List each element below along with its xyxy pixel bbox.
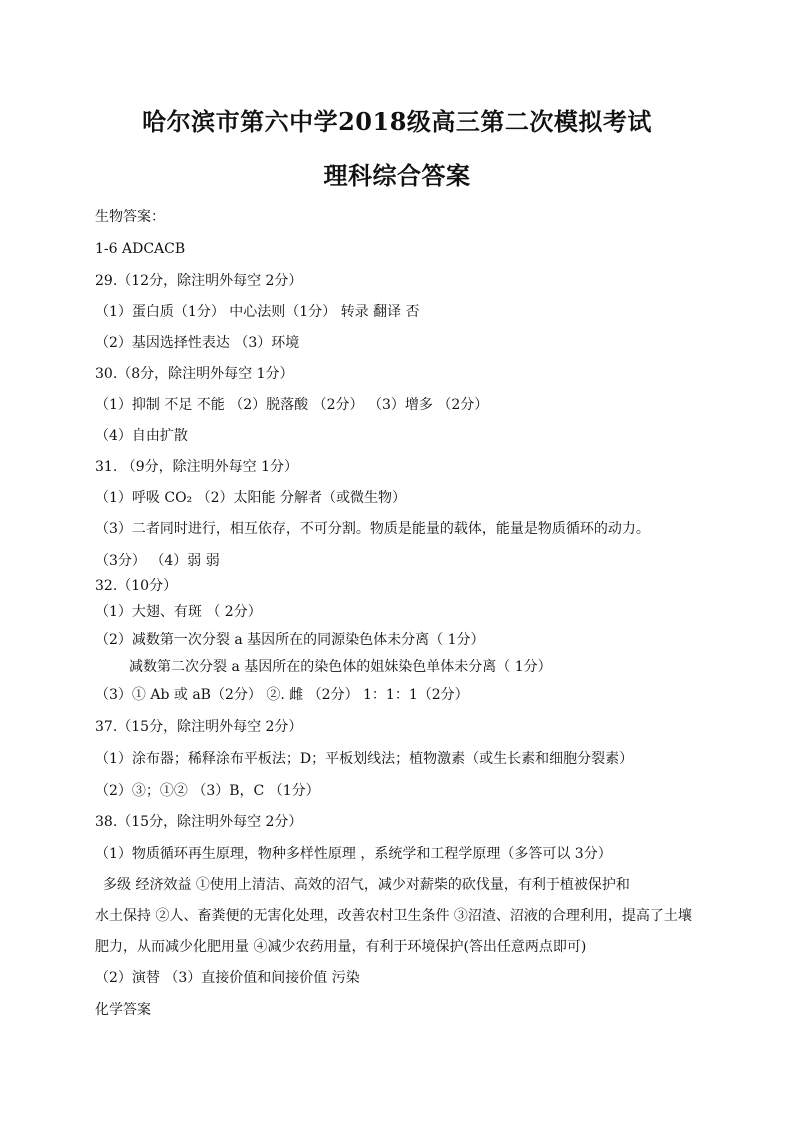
- answer-line: （2）演替 （3）直接价值和间接价值 污染: [95, 970, 360, 986]
- answer-line: （1）蛋白质（1分） 中心法则（1分） 转录 翻译 否: [95, 304, 420, 320]
- page-subtitle: 理科综合答案: [323, 161, 471, 190]
- answer-line: （2）基因选择性表达 （3）环境: [95, 335, 300, 351]
- answer-line: （2）减数第一次分裂 a 基因所在的同源染色体未分离（ 1分）: [95, 632, 485, 648]
- question-heading: 38.（15分，除注明外每空 2分）: [95, 814, 303, 830]
- answer-line: （1）物质循环再生原理，物种多样性原理 ，系统学和工程学原理（多答可以 3分）: [95, 846, 612, 862]
- answer-line: 减数第二次分裂 a 基因所在的染色体的姐妹染色单体未分离（ 1分）: [129, 659, 552, 675]
- answer-line: （2）③；①② （3）B，C （1分）: [95, 783, 320, 799]
- answer-line: 水土保持 ②人、畜粪便的无害化处理，改善农村卫生条件 ③沼渣、沼液的合理利用，提高了土壤: [95, 908, 692, 924]
- answer-line: （3）二者同时进行，相互依存，不可分割。物质是能量的载体，能量是物质循环的动力。: [95, 521, 650, 537]
- answer-line: （1）呼吸 CO₂ （2）太阳能 分解者（或微生物）: [95, 490, 406, 506]
- section-heading-chemistry: 化学答案: [95, 1002, 151, 1018]
- answer-line: 1-6 ADCACB: [95, 241, 186, 257]
- question-heading: 30.（8分，除注明外每空 1分）: [95, 366, 294, 382]
- answer-line: 多级 经济效益 ①使用上清洁、高效的沼气，减少对薪柴的砍伐量，有利于植被保护和: [103, 877, 630, 893]
- answer-line: 肥力，从而减少化肥用量 ④减少农药用量，有利于环境保护(答出任意两点即可): [95, 939, 587, 955]
- answer-line: （3分） （4）弱 弱: [95, 553, 220, 569]
- question-heading: 37.（15分，除注明外每空 2分）: [95, 719, 303, 735]
- page-title: 哈尔滨市第六中学2018级高三第二次模拟考试: [142, 107, 652, 136]
- question-heading: 31. （9分，除注明外每空 1分）: [95, 459, 298, 475]
- question-heading: 32.（10分）: [95, 578, 178, 594]
- answer-line: （4）自由扩散: [95, 428, 188, 444]
- section-heading-biology: 生物答案：: [95, 209, 165, 225]
- answer-line: （1）涂布器；稀释涂布平板法；D；平板划线法；植物激素（或生长素和细胞分裂素）: [95, 751, 634, 767]
- answer-line: （3）① Ab 或 aB（2分） ②. 雌 （2分） 1：1：1（2分）: [95, 687, 469, 703]
- answer-line: （1）大翅、有斑 （ 2分）: [95, 604, 262, 620]
- question-heading: 29.（12分，除注明外每空 2分）: [95, 273, 303, 289]
- answer-line: （1）抑制 不足 不能 （2）脱落酸 （2分） （3）增多 （2分）: [95, 397, 489, 413]
